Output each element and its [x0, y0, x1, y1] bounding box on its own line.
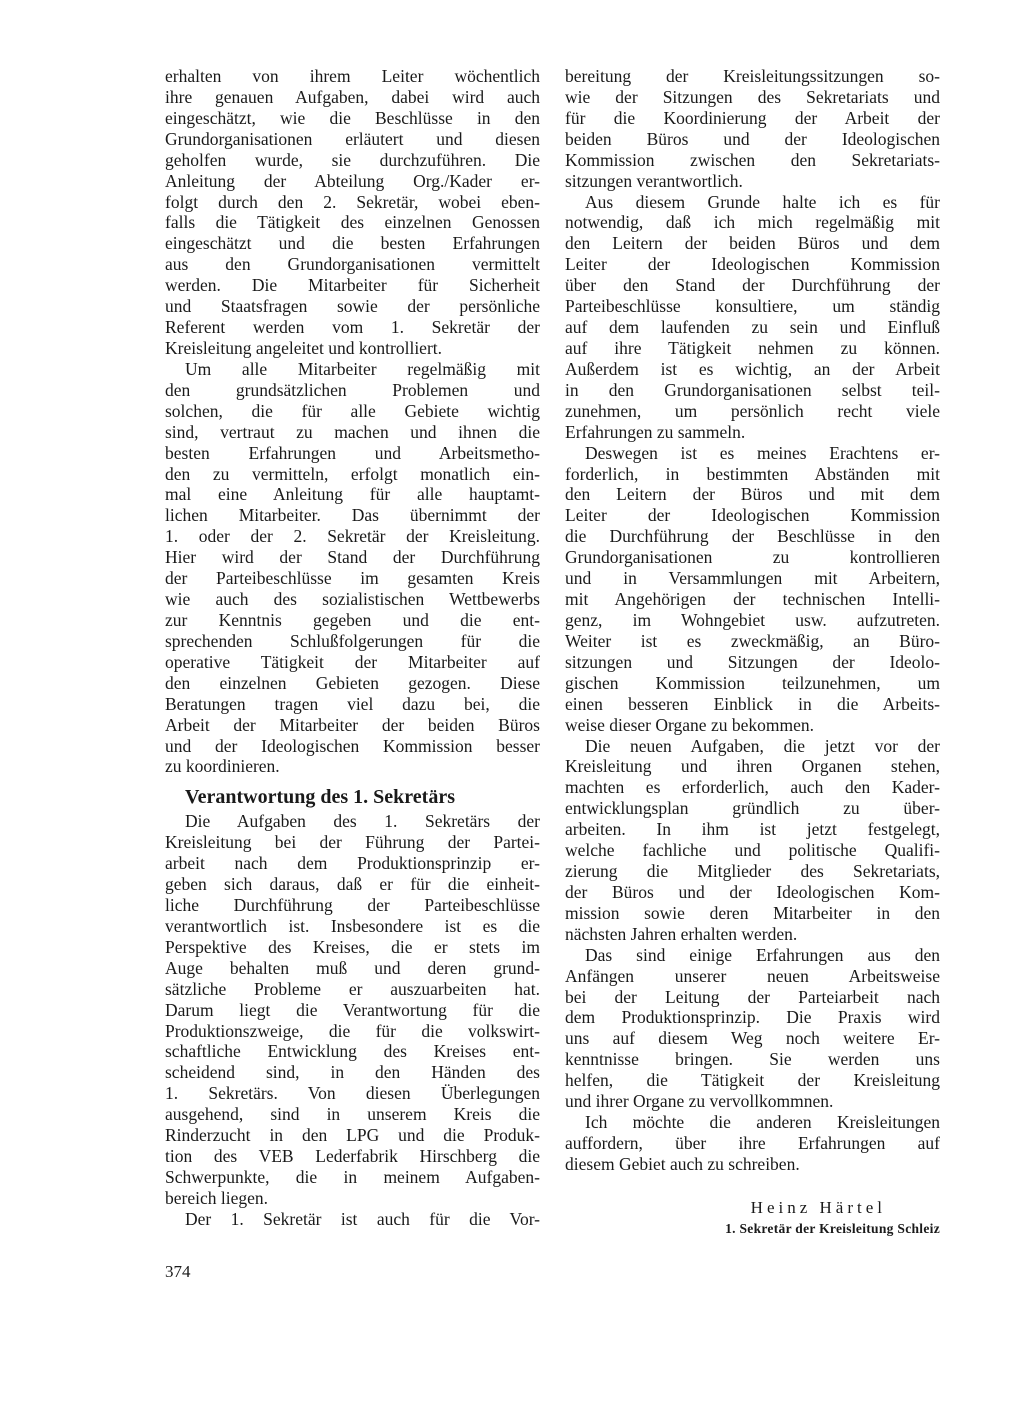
text-line: werden. Die Mitarbeiter für Sicherheit: [165, 275, 540, 296]
signature-block: [565, 1197, 940, 1239]
text-line: Schwerpunkte, die in meinem Aufgaben-: [165, 1167, 540, 1188]
text-line: falls die Tätigkeit des einzelnen Genossen: [165, 212, 540, 233]
text-line: mit Angehörigen der technischen Intelli-: [565, 589, 940, 610]
text-line: 1. oder der 2. Sekretär der Kreisleitung.: [165, 526, 540, 547]
text-line: mission sowie deren Mitarbeiter in den: [565, 902, 940, 923]
text-line: Leiter der Ideologischen Kommission: [565, 505, 940, 526]
text-line: Ich möchte die anderen Kreisleitungen: [585, 1112, 940, 1133]
text-line: arbeiten. In ihm ist jetzt festgelegt,: [565, 819, 940, 840]
text-line: auf dem laufenden zu sein und Einfluß: [565, 317, 940, 338]
text-line: Produktionszweige, die für die volkswirt-: [165, 1020, 540, 1041]
text-line: aus den Grundorganisationen vermittelt: [165, 254, 540, 275]
text-line: Anleitung der Abteilung Org./Kader er-: [165, 170, 540, 191]
text-line: eingeschätzt und die besten Erfahrungen: [165, 233, 540, 254]
text-line: Perspektive des Kreises, die er stets im: [165, 936, 540, 957]
text-line: forderlich, in bestimmten Abständen mit: [565, 463, 940, 484]
text-line: entwicklungsplan gründlich zu über-: [565, 798, 940, 819]
text-line: lichen Mitarbeiter. Das übernimmt der: [165, 505, 540, 526]
text-line: Leiter der Ideologischen Kommission: [565, 254, 940, 275]
text-line: bereitung der Kreisleitungssitzungen so-: [565, 66, 940, 86]
text-line: Referent werden vom 1. Sekretär der: [165, 317, 540, 338]
text-line: einen besseren Einblick in die Arbeits-: [565, 693, 940, 714]
author-name: Heinz Härtel: [750, 1198, 886, 1217]
text-line: ausgehend, sind in unserem Kreis die: [165, 1104, 540, 1125]
text-line: Kommission zwischen den Sekretariats-: [565, 149, 940, 170]
text-line: Beratungen tragen viel dazu bei, die: [165, 693, 540, 714]
text-line: den Leitern der Büros und mit dem: [565, 484, 940, 505]
text-line: eingeschätzt, wie die Beschlüsse in den: [165, 107, 540, 128]
text-line: weise dieser Organe zu bekommen.: [565, 714, 814, 735]
text-line: operative Tätigkeit der Mitarbeiter auf: [165, 651, 540, 672]
text-line: uns auf diesem Weg noch weitere Er-: [565, 1028, 940, 1049]
text-line: Kreisleitung und ihren Organen stehen,: [565, 756, 940, 777]
text-line: über den Stand der Durchführung der: [565, 275, 940, 296]
text-line: auf ihre Tätigkeit nehmen zu können.: [565, 337, 940, 358]
text-line: zur Kenntnis gegeben und die ent-: [165, 609, 540, 630]
text-line: Deswegen ist es meines Erachtens er-: [585, 442, 940, 463]
right-column: [565, 66, 940, 1175]
text-line: Die Aufgaben des 1. Sekretärs der: [185, 811, 540, 832]
text-line: zierung die Mitglieder des Sekretariats,: [565, 861, 940, 882]
text-line: und in Versammlungen mit Arbeitern,: [565, 568, 940, 589]
text-line: Aus diesem Grunde halte ich es für: [585, 191, 940, 212]
text-line: Parteibeschlüsse konsultiere, um ständig: [565, 296, 940, 317]
text-line: der Parteibeschlüsse im gesamten Kreis: [165, 568, 540, 589]
text-line: bei der Leitung der Parteiarbeit nach: [565, 986, 940, 1007]
text-line: sprechenden Schlußfolgerungen für die: [165, 630, 540, 651]
text-line: Grundorganisationen zu kontrollieren: [565, 547, 940, 568]
text-line: den einzelnen Gebieten gezogen. Diese: [165, 672, 540, 693]
text-line: mal eine Anleitung für alle hauptamt-: [165, 484, 540, 505]
text-line: gischen Kommission teilzunehmen, um: [565, 672, 940, 693]
text-line: Kreisleitung angeleitet und kontrolliert.: [165, 337, 443, 358]
text-line: tion des VEB Lederfabrik Hirschberg die: [165, 1146, 540, 1167]
text-line: sätzliche Probleme er auszuarbeiten hat.: [165, 978, 540, 999]
text-line: und Staatsfragen sowie der persönliche: [165, 296, 540, 317]
text-line: wie der Sitzungen des Sekretariats und: [565, 86, 940, 107]
text-line: erhalten von ihrem Leiter wöchentlich: [165, 66, 540, 86]
text-line: die Durchführung der Beschlüsse in den: [565, 526, 940, 547]
text-line: zu koordinieren.: [165, 756, 280, 777]
text-line: machten es erforderlich, auch den Kader-: [565, 777, 940, 798]
text-line: den zu vermitteln, erfolgt monatlich ein-: [165, 463, 540, 484]
page-number: 374: [165, 1262, 191, 1281]
text-line: Kreisleitung bei der Führung der Partei-: [165, 832, 540, 853]
text-line: folgt durch den 2. Sekretär, wobei eben-: [165, 191, 540, 212]
text-line: genz, im Wohngebiet usw. aufzutreten.: [565, 609, 940, 630]
text-line: Weiter ist es zweckmäßig, an Büro-: [565, 630, 940, 651]
text-line: 1. Sekretärs. Von diesen Überlegungen: [165, 1083, 540, 1104]
text-line: Darum liegt die Verantwortung für die: [165, 999, 540, 1020]
text-line: besten Erfahrungen und Arbeitsmetho-: [165, 442, 540, 463]
text-line: Um alle Mitarbeiter regelmäßig mit: [185, 358, 540, 379]
text-line: nächsten Jahren erhalten werden.: [565, 923, 798, 944]
text-line: den grundsätzlichen Problemen und: [165, 379, 540, 400]
text-line: arbeit nach dem Produktionsprinzip er-: [165, 853, 540, 874]
text-line: Erfahrungen zu sammeln.: [565, 421, 746, 442]
text-line: Der 1. Sekretär ist auch für die Vor-: [185, 1208, 540, 1229]
text-line: geholfen wurde, sie durchzuführen. Die: [165, 149, 540, 170]
text-line: zunehmen, um persönlich recht viele: [565, 400, 940, 421]
text-line: wie auch des sozialistischen Wettbewerbs: [165, 589, 540, 610]
text-line: dem Produktionsprinzip. Die Praxis wird: [565, 1007, 940, 1028]
text-line: kenntnisse bringen. Sie werden uns: [565, 1049, 940, 1070]
text-line: ihre genauen Aufgaben, dabei wird auch: [165, 86, 540, 107]
left-column: [165, 66, 540, 1230]
section-heading: Verantwortung des 1. Sekretärs: [185, 786, 455, 809]
text-line: den Leitern der beiden Büros und dem: [565, 233, 940, 254]
text-line: diesem Gebiet auch zu schreiben.: [565, 1153, 800, 1174]
text-line: bereich liegen.: [165, 1187, 269, 1208]
text-line: Das sind einige Erfahrungen aus den: [585, 944, 940, 965]
text-line: beiden Büros und der Ideologischen: [565, 128, 940, 149]
text-line: welche fachliche und politische Qualifi-: [565, 840, 940, 861]
text-line: Rinderzucht in den LPG und die Produk-: [165, 1125, 540, 1146]
text-line: Auge behalten muß und deren grund-: [165, 957, 540, 978]
text-line: solchen, die für alle Gebiete wichtig: [165, 400, 540, 421]
text-line: liche Durchführung der Parteibeschlüsse: [165, 895, 540, 916]
text-line: Arbeit der Mitarbeiter der beiden Büros: [165, 714, 540, 735]
text-line: und der Ideologischen Kommission besser: [165, 735, 540, 756]
text-line: in den Grundorganisationen selbst teil-: [565, 379, 940, 400]
text-line: verantwortlich ist. Insbesondere ist es die: [165, 915, 540, 936]
text-line: sitzungen verantwortlich.: [565, 170, 743, 191]
text-line: sitzungen und Sitzungen der Ideolo-: [565, 651, 940, 672]
text-line: für die Koordinierung der Arbeit der: [565, 107, 940, 128]
text-line: sind, vertraut zu machen und ihnen die: [165, 421, 540, 442]
text-line: Die neuen Aufgaben, die jetzt vor der: [585, 735, 940, 756]
text-line: auffordern, über ihre Erfahrungen auf: [565, 1133, 940, 1154]
text-line: scheidend sind, in den Händen des: [165, 1062, 540, 1083]
author-role: 1. Sekretär der Kreisleitung Schleiz: [725, 1221, 940, 1236]
text-line: Grundorganisationen erläutert und diesen: [165, 128, 540, 149]
text-line: der Büros und der Ideologischen Kom-: [565, 881, 940, 902]
text-line: schaftliche Entwicklung des Kreises ent-: [165, 1041, 540, 1062]
text-line: Außerdem ist es wichtig, an der Arbeit: [565, 358, 940, 379]
text-line: geben sich daraus, daß er für die einheit-: [165, 874, 540, 895]
text-line: Hier wird der Stand der Durchführung: [165, 547, 540, 568]
text-line: Anfängen unserer neuen Arbeitsweise: [565, 965, 940, 986]
text-line: notwendig, daß ich mich regelmäßig mit: [565, 212, 940, 233]
text-line: und ihrer Organe zu vervollkommnen.: [565, 1091, 834, 1112]
text-line: helfen, die Tätigkeit der Kreisleitung: [565, 1070, 940, 1091]
